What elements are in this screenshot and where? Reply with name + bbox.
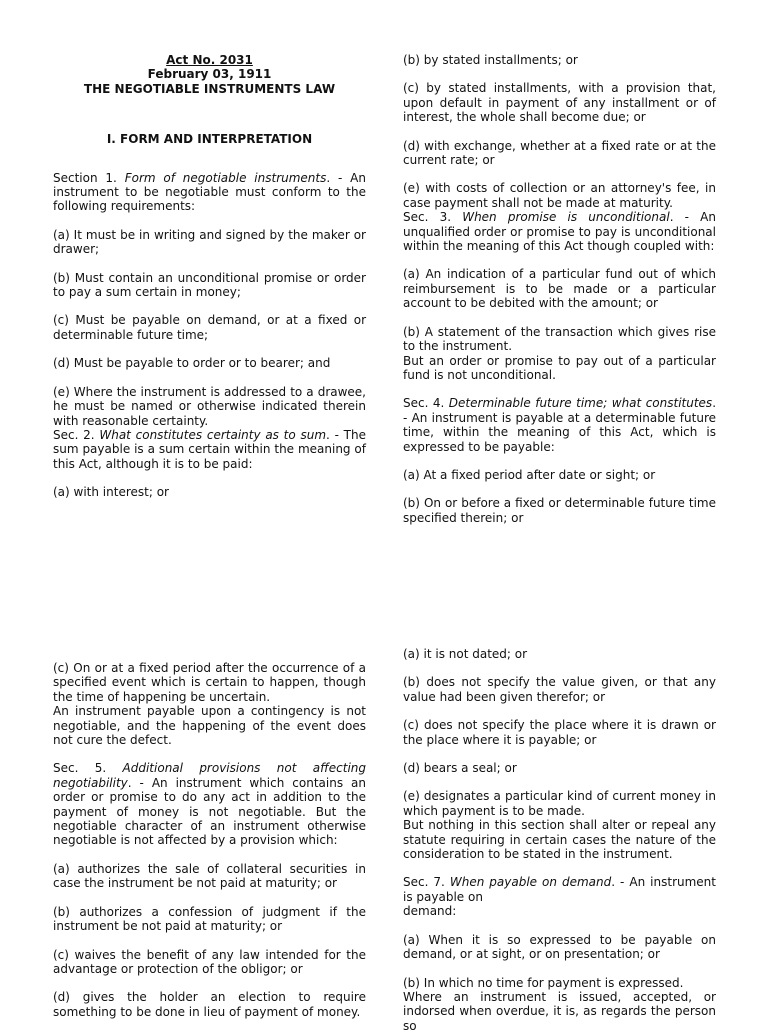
section-3-proviso: But an order or promise to pay out of a particular fund is not unconditional. <box>403 353 716 382</box>
section-6-item-a: (a) it is not dated; or <box>403 647 528 661</box>
chapter-heading: I. FORM AND INTERPRETATION <box>106 132 313 147</box>
section-7-item-a: (a) When it is so expressed to be payable on demand, or at sight, or on presentation; or <box>403 932 716 962</box>
section-1-item-a: (a) It must be in writing and signed by the maker or drawer; <box>53 227 366 257</box>
section-2-item-d: (d) with exchange, whether at a fixed rate or at the current rate; or <box>403 138 716 168</box>
section-4-item-c: (c) On or at a fixed period after the occurrence of a specified event which is certain to happen, though the time of happening be uncertain. <box>53 661 366 704</box>
page1-right-column <box>403 53 716 525</box>
section-2-item-c: (c) by stated installments, with a provision that, upon default in payment of any installment or of interest, the whole shall become due; or <box>403 81 716 125</box>
section-2-intro: Sec. 2. What constitutes certainty as to sum. - The sum payable is a sum certain within the meaning of this Act, although it is to be paid: <box>53 427 366 471</box>
page1-left-column <box>53 53 366 500</box>
section-2-item-a: (a) with interest; or <box>53 485 169 500</box>
section-6-item-e: (e) designates a particular kind of current money in which payment is to be made. <box>403 789 716 818</box>
section-4-intro: Sec. 4. Determinable future time; what constitutes. - An instrument is payable at a determinable future time, within the meaning of this Act, which is expressed to be payable: <box>403 396 717 454</box>
section-5-intro: Sec. 5. Additional provisions not affecting negotiability. - An instrument which contains an order or promise to do any act in addition to the payment of money is not negotiable. But the negotiable character of an instrument otherwise negotiable is not affected by a provision which: <box>53 761 366 848</box>
section-1-item-e: (e) Where the instrument is addressed to a drawee, he must be named or otherwise indicated therein with reasonable certainty. <box>53 384 366 428</box>
act-date: February 03, 1911 <box>147 67 272 82</box>
section-2-item-e: (e) with costs of collection or an attorney's fee, in case payment shall not be made at maturity. <box>403 181 716 210</box>
section-3-item-b: (b) A statement of the transaction which gives rise to the instrument. <box>403 324 716 354</box>
section-6-proviso: But nothing in this section shall alter or repeal any statute requiring in certain cases the nature of the consideration to be stated in the instrument. <box>403 818 716 862</box>
section-7-item-b: (b) In which no time for payment is expressed. <box>403 975 684 990</box>
section-1-item-c: (c) Must be payable on demand, or at a fixed or determinable future time; <box>53 313 366 342</box>
section-5-item-a: (a) authorizes the sale of collateral securities in case the instrument be not paid at maturity; or <box>53 861 366 891</box>
section-4-item-a: (a) At a fixed period after date or sight; or <box>403 467 656 482</box>
section-7-demand: demand: <box>403 904 457 919</box>
law-title: THE NEGOTIABLE INSTRUMENTS LAW <box>83 81 336 96</box>
section-5-item-c: (c) waives the benefit of any law intended for the advantage or protection of the obligor; or <box>53 947 366 976</box>
section-5-item-b: (b) authorizes a confession of judgment if the instrument be not paid at maturity; or <box>53 904 366 934</box>
section-4-item-b: (b) On or before a fixed or determinable future time specified therein; or <box>403 496 716 525</box>
section-6-item-c: (c) does not specify the place where it is drawn or the place where it is payable; or <box>403 718 716 747</box>
section-3-intro: Sec. 3. When promise is unconditional. - An unqualified order or promise to pay is unconditional within the meaning of this Act though coupled with: <box>403 210 717 254</box>
section-2-item-b: (b) by stated installments; or <box>403 53 578 67</box>
section-6-item-b: (b) does not specify the value given, or that any value had been given therefor; or <box>403 675 716 704</box>
page2-left-column <box>53 661 366 1019</box>
section-7-overdue: Where an instrument is issued, accepted, or indorsed when overdue, it is, as regards the person so <box>403 989 716 1033</box>
section-6-item-d: (d) bears a seal; or <box>403 761 517 776</box>
page2-right-column <box>403 647 716 1033</box>
section-4-contingency: An instrument payable upon a contingency is not negotiable, and the happening of the event does not cure the defect. <box>53 704 366 748</box>
section-1-item-b: (b) Must contain an unconditional promise or order to pay a sum certain in money; <box>53 270 366 300</box>
section-3-item-a: (a) An indication of a particular fund out of which reimbursement is to be made or a particular account to be debited with the amount; or <box>403 267 716 311</box>
act-number: Act No. 2031 <box>166 53 253 67</box>
section-7-intro: Sec. 7. When payable on demand. - An instrument is payable on <box>403 875 716 904</box>
section-1-intro: Section 1. Form of negotiable instruments. - An instrument to be negotiable must conform to the following requirements: <box>53 170 366 214</box>
section-1-item-d: (d) Must be payable to order or to bearer; and <box>53 356 331 371</box>
section-5-item-d: (d) gives the holder an election to require something to be done in lieu of payment of money. <box>53 990 366 1019</box>
